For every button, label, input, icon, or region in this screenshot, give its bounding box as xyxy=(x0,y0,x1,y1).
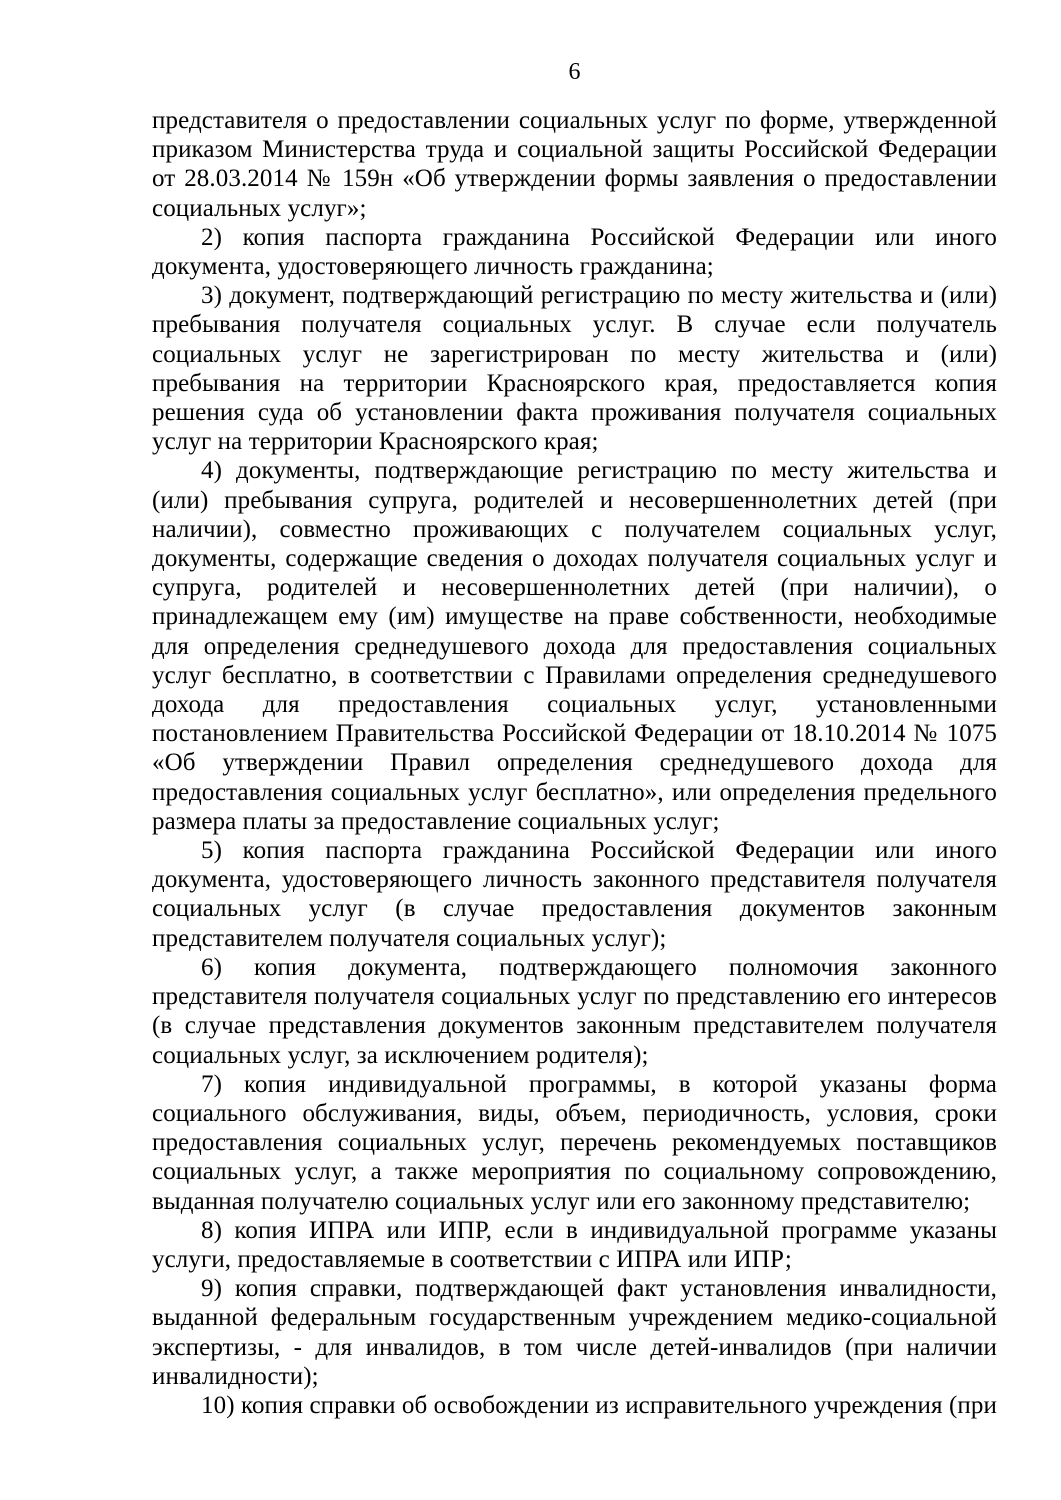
page-number: 6 xyxy=(568,59,581,85)
paragraph-item-6: 6) копия документа, подтверждающего полномочия законного представителя получателя социальных услуг по представлению его интересов (в случае представления документов законным представителем получателя социальных услуг, за исключением родителя); xyxy=(152,953,997,1069)
paragraph-item-2: 2) копия паспорта гражданина Российской Федерации или иного документа, удостоверяющего личность гражданина; xyxy=(152,223,997,281)
paragraph-item-9: 9) копия справки, подтверждающей факт установления инвалидности, выданной федеральным государственным учреждением медико-социальной экспертизы, - для инвалидов, в том числе детей-инвалидов (при наличии инвалидности); xyxy=(152,1275,997,1390)
paragraph-item-7: 7) копия индивидуальной программы, в которой указаны форма социального обслуживания, виды, объем, периодичность, условия, сроки предоставления социальных услуг, перечень рекомендуемых поставщиков социальных услуг, а также мероприятия по социальному сопровождению, выданная получателю социальных услуг или его законному представителю; xyxy=(152,1070,997,1215)
document-body xyxy=(152,106,997,1420)
paragraph-item-3: 3) документ, подтверждающий регистрацию по месту жительства и (или) пребывания получателя социальных услуг. В случае если получатель социальных услуг не зарегистрирован по месту жительства и (или) пребывания на территории Красноярского края, предоставляется копия решения суда об установлении факта проживания получателя социальных услуг на территории Красноярского края; xyxy=(152,282,997,456)
paragraph-item-5: 5) копия паспорта гражданина Российской Федерации или иного документа, удостоверяющего личность законного представителя получателя социальных услуг (в случае предоставления документов законным представителем получателя социальных услуг); xyxy=(152,837,997,952)
paragraph-item-10: 10) копия справки об освобождении из исправительного учреждения (при xyxy=(201,1391,997,1419)
paragraph-item-8: 8) копия ИПРА или ИПР, если в индивидуальной программе указаны услуги, предоставляемые в соответствии с ИПРА или ИПР; xyxy=(152,1216,997,1273)
paragraph-item-4: 4) документы, подтверждающие регистрацию по месту жительства и (или) пребывания супруга, родителей и несовершеннолетних детей (при наличии), совместно проживающих с получателем социальных услуг, документы, содержащие сведения о доходах получателя социальных услуг и супруга, родителей и несовершеннолетних детей (при наличии), о принадлежащем ему (им) имуществе на праве собственности, необходимые для определения среднедушевого дохода для предоставления социальных услуг бесплатно, в соответствии с Правилами определения среднедушевого дохода для предоставления социальных услуг, установленными постановлением Правительства Российской Федерации от 18.10.2014 № 1075 «Об утверждении Правил определения среднедушевого дохода для предоставления социальных услуг бесплатно», или определения предельного размера платы за предоставление социальных услуг; xyxy=(152,457,997,835)
paragraph-continuation: представителя о предоставлении социальных услуг по форме, утвержденной приказом Министерства труда и социальной защиты Российской Федерации от 28.03.2014 № 159н «Об утверждении формы заявления о предоставлении социальных услуг»; xyxy=(152,107,997,222)
